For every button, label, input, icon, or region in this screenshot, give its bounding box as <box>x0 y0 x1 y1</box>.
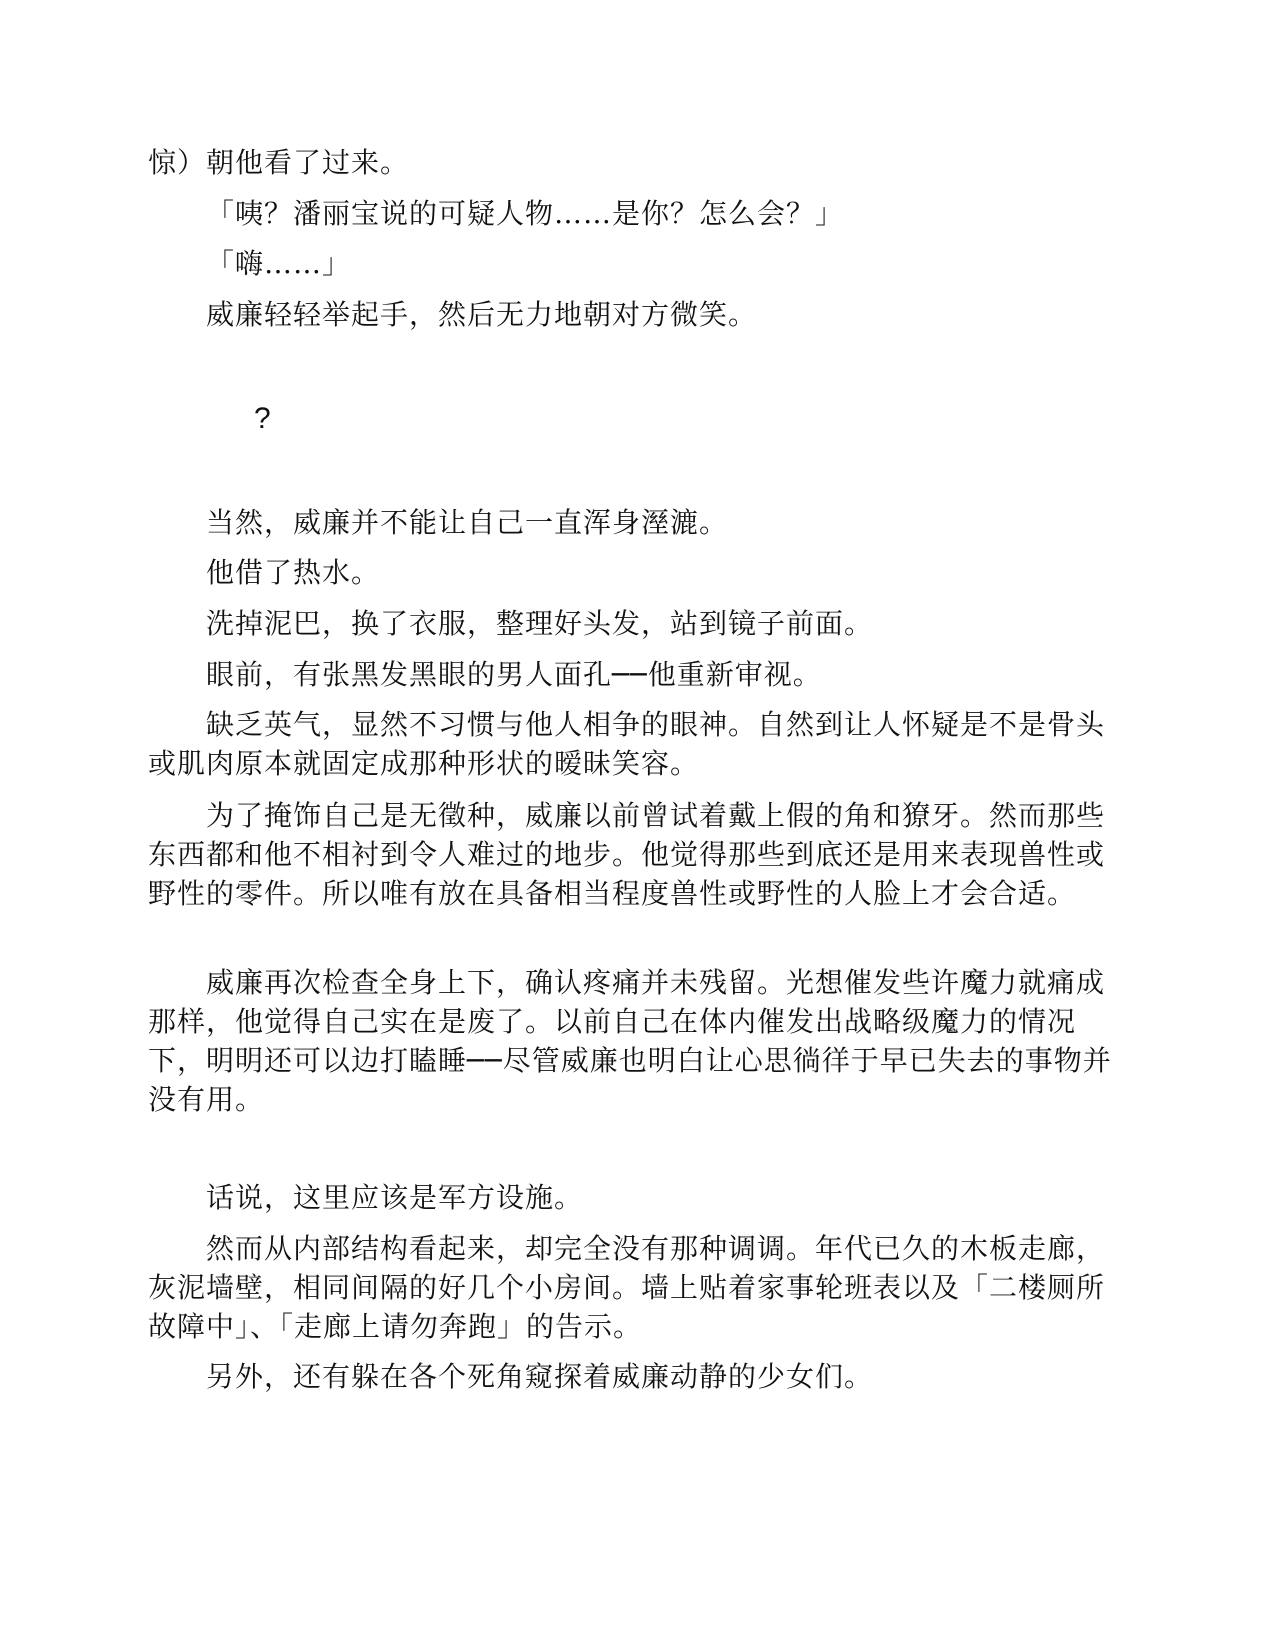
paragraph-10: 为了掩饰自己是无徵种，威廉以前曾试着戴上假的角和獠牙。然而那些东西都和他不相衬到令人难过的地步。他觉得那些到底还是用来表现兽性或野性的零件。所以唯有放在具备相当程度兽性或野性的人脸上才会合适。 <box>148 799 1106 910</box>
paragraph-9: 缺乏英气，显然不习惯与他人相争的眼神。自然到让人怀疑是不是骨头或肌肉原本就固定成那种形状的暧昧笑容。 <box>148 708 1106 780</box>
paragraph-8: 眼前，有张黑发黑眼的男人面孔──他重新审视。 <box>206 658 822 691</box>
paragraph-3: 「嗨……」 <box>206 247 352 280</box>
paragraph-1: 惊）朝他看了过来。 <box>148 146 410 179</box>
paragraph-6: 他借了热水。 <box>206 556 381 589</box>
paragraph-7: 洗掉泥巴，换了衣服，整理好头发，站到镜子前面。 <box>206 607 874 640</box>
section-separator: ? <box>254 402 271 435</box>
paragraph-12: 话说，这里应该是军方设施。 <box>206 1181 584 1214</box>
paragraph-2: 「咦？潘丽宝说的可疑人物……是你？怎么会？」 <box>206 197 845 230</box>
paragraph-13: 然而从内部结构看起来，却完全没有那种调调。年代已久的木板走廊，灰泥墙壁，相同间隔的好几个小房间。墙上贴着家事轮班表以及「二楼厕所故障中」、「走廊上请勿奔跑」的告示。 <box>148 1232 1106 1343</box>
paragraph-5: 当然，威廉并不能让自己一直浑身溼漉。 <box>206 506 729 539</box>
paragraph-14: 另外，还有躲在各个死角窥探着威廉动静的少女们。 <box>206 1360 874 1393</box>
paragraph-11: 威廉再次检查全身上下，确认疼痛并未残留。光想催发些许魔力就痛成那样，他觉得自己实在是废了。以前自己在体内催发出战略级魔力的情况下，明明还可以边打瞌睡──尽管威廉也明白让心思徜徉于早已失去的事物并没有用。 <box>148 966 1112 1116</box>
paragraph-4: 威廉轻轻举起手，然后无力地朝对方微笑。 <box>206 298 758 331</box>
